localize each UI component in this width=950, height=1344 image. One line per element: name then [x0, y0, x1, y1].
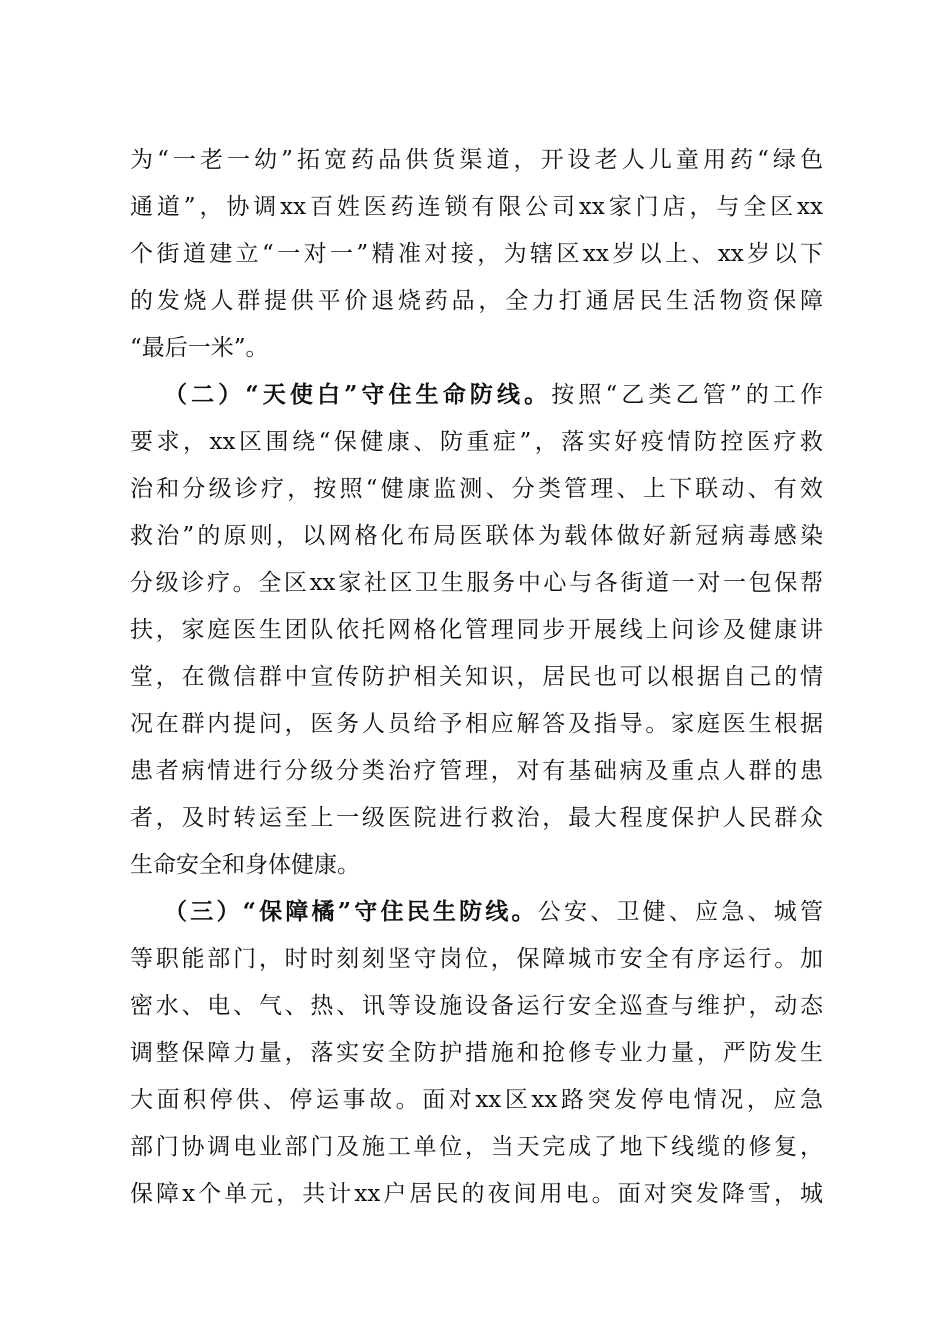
paragraph-line: 保障x个单元，共计xx户居民的夜间用电。面对突发降雪，城: [130, 1181, 823, 1207]
paragraph-line: 患者病情进行分级分类治疗管理，对有基础病及重点人群的患: [130, 758, 823, 784]
paragraph-line: 救治”的原则，以网格化布局医联体为载体做好新冠病毒感染: [130, 523, 823, 549]
heading-continuation: 按照“乙类乙管”的工作: [551, 382, 823, 408]
paragraph-line: 治和分级诊疗，按照“健康监测、分类管理、上下联动、有效: [130, 476, 823, 502]
paragraph-line: 扶，家庭医生团队依托网格化管理同步开展线上问诊及健康讲: [130, 617, 823, 643]
paragraph-line: 大面积停供、停运事故。面对xx区xx路突发停电情况，应急: [130, 1087, 823, 1113]
paragraph-line: 通道”，协调xx百姓医药连锁有限公司xx家门店，与全区xx: [130, 194, 823, 220]
paragraph-line: 部门协调电业部门及施工单位，当天完成了地下线缆的修复，: [130, 1134, 823, 1160]
section-heading: （三）“保障橘”守住民生防线。: [164, 898, 538, 925]
paragraph-line: 者，及时转运至上一级医院进行救治，最大程度保护人民群众: [130, 805, 823, 831]
paragraph-line: 为“一老一幼”拓宽药品供货渠道，开设老人儿童用药“绿色: [130, 147, 823, 173]
paragraph-line: 分级诊疗。全区xx家社区卫生服务中心与各街道一对一包保帮: [130, 570, 823, 596]
paragraph-line: 要求，xx区围绕“保健康、防重症”，落实好疫情防控医疗救: [130, 429, 823, 455]
section-heading: （二）“天使白”守住生命防线。: [164, 381, 552, 408]
paragraph-first-line: [164, 376, 823, 414]
heading-continuation: 公安、卫健、应急、城管: [537, 899, 823, 925]
paragraph-line: 堂，在微信群中宣传防护相关知识，居民也可以根据自己的情: [130, 664, 823, 690]
paragraph-line: 调整保障力量，落实安全防护措施和抢修专业力量，严防发生: [130, 1040, 823, 1066]
paragraph-first-line: [164, 893, 823, 931]
paragraph-line: 况在群内提问，医务人员给予相应解答及指导。家庭医生根据: [130, 711, 823, 737]
paragraph-line: 密水、电、气、热、讯等设施设备运行安全巡查与维护，动态: [130, 993, 823, 1019]
paragraph-line: 等职能部门，时时刻刻坚守岗位，保障城市安全有序运行。加: [130, 946, 823, 972]
paragraph-line: 的发烧人群提供平价退烧药品，全力打通居民生活物资保障: [130, 288, 823, 314]
paragraph-line: 生命安全和身体健康。: [130, 852, 360, 878]
paragraph-line: “最后一米”。: [130, 335, 269, 361]
paragraph-line: 个街道建立“一对一”精准对接，为辖区xx岁以上、xx岁以下: [130, 241, 823, 267]
